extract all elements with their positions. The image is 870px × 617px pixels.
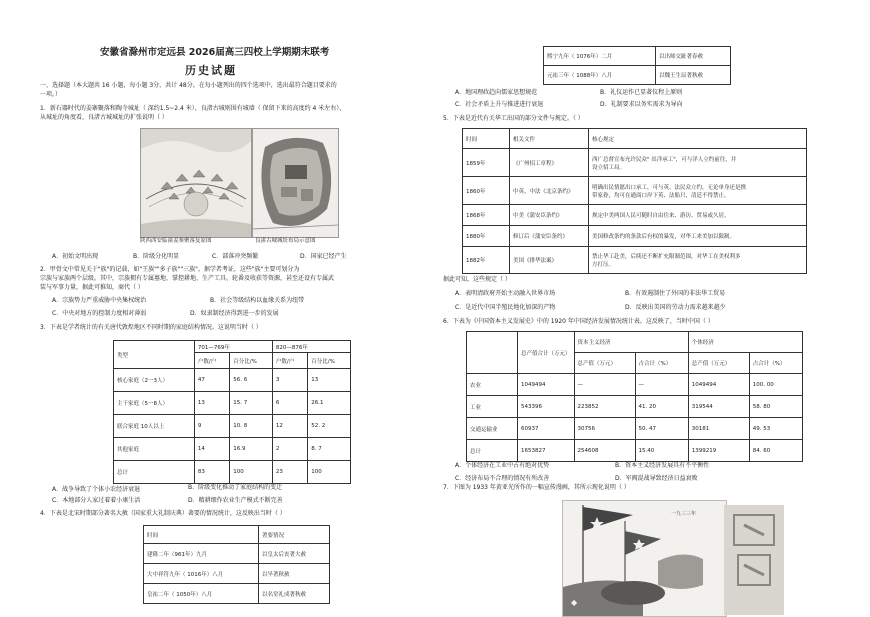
table-cell: 美国《排华法案》 (510, 247, 589, 274)
q2-stem-end: 装与军事力量，据此可推知，商代（ ） (40, 284, 144, 291)
table-cell: 15.40 (635, 440, 688, 462)
table-row (114, 369, 351, 392)
table-cell: 美国修改条约的条款后有权的暴发，对华工来美加以限制。 (589, 226, 807, 247)
table-cell: 10. 8 (230, 415, 273, 438)
q4-header-detail: 著要情况 (259, 526, 330, 544)
q3-header-households: 户数/户 (272, 353, 307, 369)
q6-header-output: 总产值（万元） (688, 353, 749, 374)
table-cell: 中美《蒲安臣条约》 (510, 205, 589, 226)
q3-header-percent: 百分比/% (308, 353, 351, 369)
table-cell: 15. 7 (230, 392, 273, 415)
q2-option-d[interactable]: D．奴隶制经济得到进一步的发展 (190, 310, 279, 317)
q4-option-b[interactable]: B．礼仪运作已显著仪程上原则 (600, 89, 683, 96)
q1-stem: 1．新石器时代的姜寨聚落和陶寺城址（ 深约1.5~2.4 米），良渚古城则围有城墙（ 保留下来的高度约 4 米左右）， (40, 105, 346, 112)
table-cell: 规定中美两国人民可随时自由往来、游历、贸易或久居。 (589, 205, 807, 226)
table-cell: 41. 20 (635, 396, 688, 418)
table-row (467, 374, 803, 396)
table-cell: 以皇太后丧著大赦 (259, 544, 330, 564)
table-cell: 30756 (574, 418, 635, 440)
table-cell: 100 (308, 461, 351, 484)
q5-option-b[interactable]: B．有效遏制住了外国的非法华工贸易 (625, 290, 726, 297)
q1-option-a[interactable]: A．初始文明出现 (52, 253, 99, 260)
table-cell: 1859年 (463, 149, 510, 177)
propaganda-cartoon-image (562, 500, 727, 617)
table-cell: 8. 7 (308, 438, 351, 461)
table-cell: 以旱著秋赦 (259, 564, 330, 584)
q6-header-share: 占合计（%） (749, 353, 802, 374)
q2-option-a[interactable]: A．宗族势力严重威胁中央集权统治 (52, 297, 147, 304)
q1-stem-cont: 从城址的角度看，良渚古城城址的扩张说明（ ） (40, 114, 168, 121)
jiangzhai-settlement-image (140, 128, 252, 238)
table-cell: 以名堂礼成著秋赦 (259, 584, 330, 604)
table-cell: 明确出民情愿出口承工，可与英、法民众立约，无论单身还是携 带家眷，均可在通商口岸下英、法船只，清廷不得禁止。 (589, 177, 807, 205)
table-cell: 以魏王生辰著秋赦 (656, 66, 731, 85)
table-row (544, 47, 731, 66)
q3-option-a[interactable]: A．战争导致了个体小农经济衰退 (52, 486, 141, 493)
q4-header-time: 时间 (144, 526, 259, 544)
q3-family-table (113, 340, 351, 484)
table-cell: 26.1 (308, 392, 351, 415)
section-intro: 一、选择题（本大题共 16 小题，每小题 3分，共计 48分。在每小题列出的四个选项中，选出最符合题目要求的 (40, 82, 337, 89)
q1-option-b[interactable]: B．阶级分化明显 (133, 253, 180, 260)
table-cell: 223852 (574, 396, 635, 418)
q3-header-percent: 百分比/% (230, 353, 273, 369)
q6-option-d[interactable]: D．军阀混战导致经济日益衰败 (615, 475, 698, 482)
q6-option-c[interactable]: C．经济布局不合理的情况有所改善 (455, 475, 550, 482)
cartoon-date: 一九三三年 (671, 511, 697, 517)
q6-option-a[interactable]: A．个体经济在工业中占有绝对优势 (455, 462, 550, 469)
q2-option-c[interactable]: C．中央对地方的控制力度相对薄弱 (52, 310, 147, 317)
q3-option-d[interactable]: D．精耕细作农业生产模式不断完善 (188, 497, 283, 504)
table-cell: 中英、中法《北京条约》 (510, 177, 589, 205)
table-cell: 49. 53 (749, 418, 802, 440)
table-cell: — (635, 374, 688, 396)
table-cell: 47 (194, 369, 229, 392)
table-cell: 60937 (518, 418, 575, 440)
table-cell: 西广总督宣布允许民众" 出洋承工"，可与洋人立约前往，并 设立招工局。 (589, 149, 807, 177)
svg-text:◆: ◆ (571, 598, 578, 607)
table-cell: 16.9 (230, 438, 273, 461)
table-cell: 9 (194, 415, 229, 438)
q4-amnesty-table (143, 525, 330, 604)
q6-economy-table (466, 331, 803, 462)
table-cell: 1049494 (688, 374, 749, 396)
q4-stem: 4．下表是北宋时期部分著名大赦（国家重大礼制庆典）著要的情况统计，这反映出当时（ ） (40, 510, 286, 517)
q3-header-households: 户数/户 (194, 353, 229, 369)
table-cell: 1868年 (463, 205, 510, 226)
q5-tail: 据此可知，这些规定（ ） (443, 276, 511, 283)
table-cell: 元祐三年（ 1088年）八月 (544, 66, 656, 85)
q6-stem: 6．下表为《中国资本主义发展史》中的 1920 年中国经济发展情况统计表。这反映了，当时中国（ ） (443, 318, 714, 325)
table-row (463, 177, 807, 205)
table-cell: 建隆二年（961年）九月 (144, 544, 259, 564)
q3-header-period1: 701—769年 (194, 341, 272, 353)
table-cell: 工业 (467, 396, 518, 418)
q5-option-a[interactable]: A．表明清政府开始主动融入世界市场 (455, 290, 556, 297)
q2-option-b[interactable]: B．社会等级结构以血缘关系为纽带 (210, 297, 305, 304)
q6-header-blank (467, 332, 518, 374)
table-cell: 禁止华工赴美，后续还不断扩充限制范围，对华工在美权利多 方打压。 (589, 247, 807, 274)
table-cell: 6 (272, 392, 307, 415)
table-cell: 58. 80 (749, 396, 802, 418)
liangzhu-city-image (252, 128, 339, 238)
table-cell: 1653827 (518, 440, 575, 462)
table-cell: 14 (194, 438, 229, 461)
section-intro-cont: 一项。） (40, 91, 62, 98)
q4-option-c[interactable]: C．社会矛盾上升与推进进行衰退 (455, 101, 544, 108)
exam-title: 安徽省滁州市定远县 2026届高三四校上学期期末联考 (100, 47, 330, 58)
q6-option-b[interactable]: B．资本主义经济发展具有不平衡性 (615, 462, 710, 469)
table-row (463, 205, 807, 226)
table-cell: 13 (194, 392, 229, 415)
table-row (467, 418, 803, 440)
table-cell: 核心家庭（2一3人） (114, 369, 195, 392)
table-cell: 2 (272, 438, 307, 461)
table-row (544, 66, 731, 85)
q6-header-share: 占合计（%） (635, 353, 688, 374)
table-cell: 254608 (574, 440, 635, 462)
table-row (467, 396, 803, 418)
exam-subtitle: 历史试题 (185, 64, 237, 77)
table-cell: 56. 6 (230, 369, 273, 392)
q6-header-output: 总产值（万元） (574, 353, 635, 374)
table-cell: 总计 (114, 461, 195, 484)
q2-stem-cont: 宗族与家族两个层级。其中，宗族拥有专属墓地、掌控耕地、生产工具、轮番及收获等资源，甚至还设有专属武 (40, 275, 335, 282)
table-row (467, 440, 803, 462)
q1-option-c[interactable]: C．部落冲突频繁 (212, 253, 259, 260)
table-cell: 1882年 (463, 247, 510, 274)
q5-laborer-table (462, 128, 807, 274)
q5-option-c[interactable]: C．是近代中国半殖民地化加深的产物 (455, 304, 556, 311)
q3-header-type: 类型 (114, 341, 195, 369)
table-cell: 1880年 (463, 226, 510, 247)
q3-stem: 3．下表是学者统计的有关唐代敦煌地区不同时期的家庭结构情况。这说明当时（ ） (40, 324, 262, 331)
table-cell: 《广州招工章程》 (510, 149, 589, 177)
q5-header-document: 相关文件 (510, 129, 589, 149)
table-row (114, 438, 351, 461)
table-cell: 543396 (518, 396, 575, 418)
table-cell: 其他家庭 (114, 438, 195, 461)
q4-amnesty-table-cont (543, 46, 731, 85)
table-cell: 修订后《蒲安臣条约》 (510, 226, 589, 247)
table-row (114, 392, 351, 415)
q6-header-individual: 个体经济 (688, 332, 802, 353)
table-cell: 皇祐二年（ 1050年）八月 (144, 584, 259, 604)
q5-stem: 5．下表是近代有关华工出国的部分文件与规定。（ ） (443, 115, 584, 122)
table-cell: — (574, 374, 635, 396)
table-row (144, 564, 330, 584)
q1-option-d[interactable]: D．国家已经产生 (300, 253, 347, 260)
table-cell: 50. 47 (635, 418, 688, 440)
table-cell: 100 (230, 461, 273, 484)
q4-option-d[interactable]: D．礼制要求以务实需求为导向 (600, 101, 683, 108)
q3-option-c[interactable]: C．本地部分人家过着着小康生活 (52, 497, 141, 504)
table-cell: 83 (194, 461, 229, 484)
table-cell: 100. 00 (749, 374, 802, 396)
q3-option-b[interactable]: B．阶级变化推动了家庭结构的变迁 (188, 484, 283, 491)
table-cell: 交通运输业 (467, 418, 518, 440)
table-cell: 23 (272, 461, 307, 484)
q4-option-a[interactable]: A．地国理政趋向儒家思想规范 (455, 89, 538, 96)
table-cell: 13 (308, 369, 351, 392)
table-cell: 84. 60 (749, 440, 802, 462)
table-cell: 熙宁九年（ 1076年）二月 (544, 47, 656, 66)
q5-header-rule: 核心规定 (589, 129, 807, 149)
table-cell: 总计 (467, 440, 518, 462)
table-cell: 1399219 (688, 440, 749, 462)
table-row (114, 461, 351, 484)
table-row (463, 247, 807, 274)
q7-stem: 7．下图为 1933 年黄亚光所作的一幅宣传漫画，其所示现化说明（ ） (443, 484, 630, 491)
q6-header-capitalist: 资本主义经济 (574, 332, 688, 353)
table-cell: 大中祥符九年（ 1016年）八月 (144, 564, 259, 584)
table-cell: 以出师交趾著春赦 (656, 47, 731, 66)
table-row (463, 226, 807, 247)
table-row (114, 415, 351, 438)
table-row (144, 584, 330, 604)
table-cell: 319544 (688, 396, 749, 418)
table-cell: 52. 2 (308, 415, 351, 438)
q6-header-total: 总产值合计（万元） (518, 332, 575, 374)
cartoon-side-stamp (724, 505, 784, 615)
q5-header-time: 时间 (463, 129, 510, 149)
table-row (463, 149, 807, 177)
table-cell: 农业 (467, 374, 518, 396)
table-row (144, 544, 330, 564)
table-cell: 联合家庭 10人以上 (114, 415, 195, 438)
q1-caption-2: 良渚古城城址布局示意图 (255, 238, 316, 244)
q1-caption-1: 陕西西安临潼姜寨聚落复原图 (140, 238, 212, 244)
table-cell: 30181 (688, 418, 749, 440)
q2-stem: 2．甲骨文中常见关于"族"的记载，如"王族""多子族""三族"。据学者考证，这些"族"主要可划分为 (40, 266, 300, 273)
table-cell: 1049494 (518, 374, 575, 396)
q3-header-period2: 820—876年 (272, 341, 350, 353)
q5-option-d[interactable]: D．反映出美国的劳动力需求越来越少 (625, 304, 726, 311)
table-cell: 主干家庭（5一8人） (114, 392, 195, 415)
table-cell: 1860年 (463, 177, 510, 205)
table-cell: 3 (272, 369, 307, 392)
table-cell: 12 (272, 415, 307, 438)
